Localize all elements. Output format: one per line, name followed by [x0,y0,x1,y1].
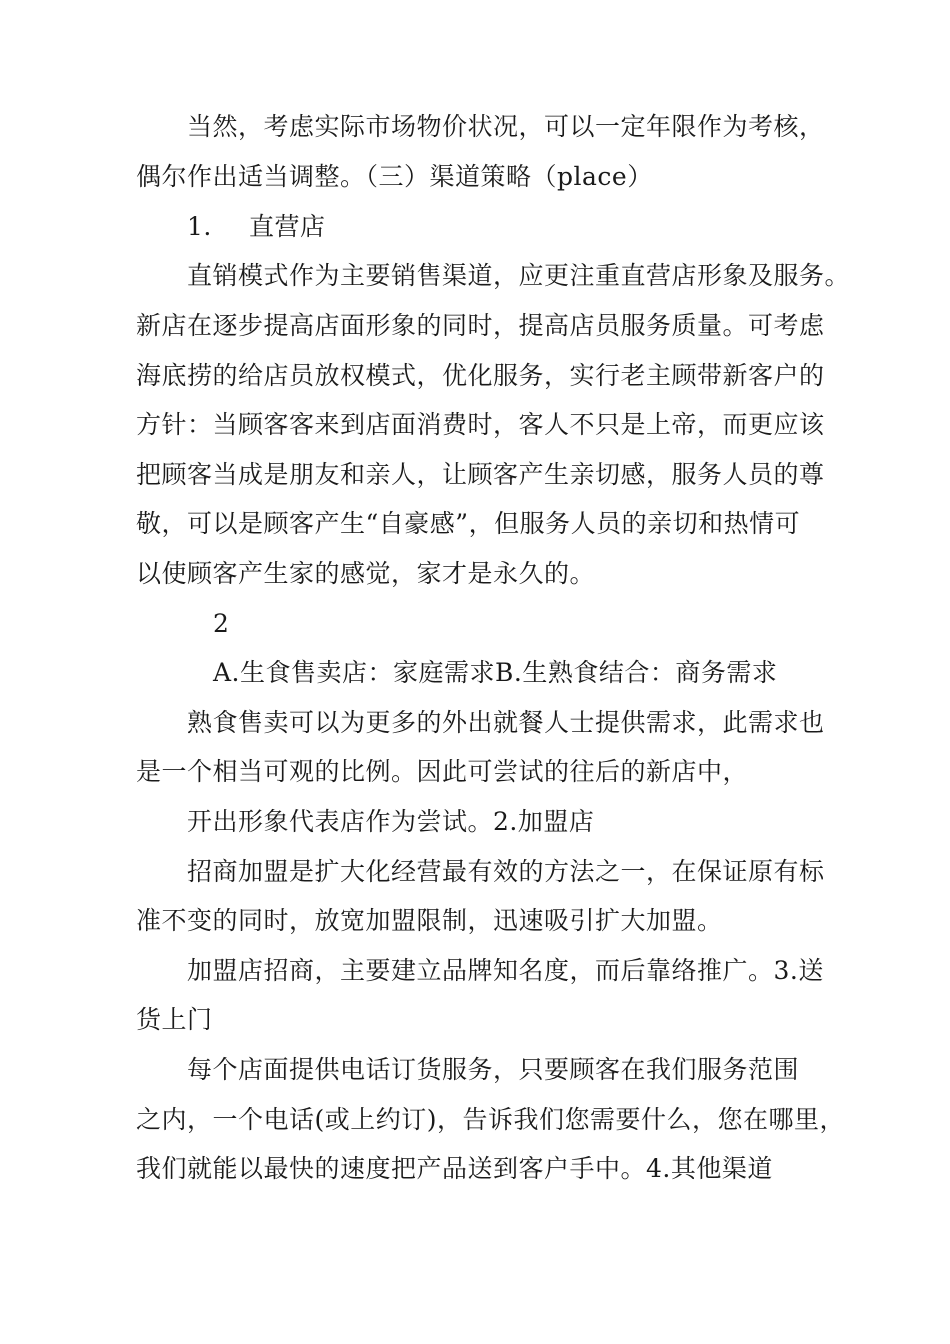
paragraph-line: 敬，可以是顾客产生“自豪感”，但服务人员的亲切和热情可 [136,509,801,538]
heading-number: 1. [187,212,212,241]
paragraph-line: 新店在逐步提高店面形象的同时，提高店员服务质量。可考虑 [136,311,825,340]
paragraph-line: 加盟店招商，主要建立品牌知名度，而后靠络推广。3.送 [187,956,824,985]
paragraph-line: 把顾客当成是朋友和亲人，让顾客产生亲切感，服务人员的尊 [136,460,825,489]
paragraph-line: 我们就能以最快的速度把产品送到客户手中。4.其他渠道 [136,1154,773,1183]
paragraph-line: 以使顾客产生家的感觉，家才是永久的。 [136,559,596,588]
paragraph-line: 当然，考虑实际市场物价状况，可以一定年限作为考核， [187,112,825,141]
paragraph-line: 海底捞的给店员放权模式，优化服务，实行老主顾带新客户的 [136,361,825,390]
paragraph-line: 开出形象代表店作为尝试。2.加盟店 [187,807,595,836]
paragraph-line: 熟食售卖可以为更多的外出就餐人士提供需求，此需求也 [187,708,825,737]
paragraph-line: 每个店面提供电话订货服务，只要顾客在我们服务范围 [187,1055,800,1084]
paragraph-line: 招商加盟是扩大化经营最有效的方法之一，在保证原有标 [187,857,825,886]
heading-title: 直营店 [249,212,326,241]
section-heading [187,210,326,244]
paragraph-line: 偶尔作出适当调整。（三）渠道策略（place） [136,162,653,191]
list-number: 2 [213,609,230,638]
paragraph-line: 货上门 [136,1005,213,1034]
paragraph-line: A.生食售卖店：家庭需求B.生熟食结合：商务需求 [213,658,778,687]
paragraph-line: 方针：当顾客客来到店面消费时，客人不只是上帝，而更应该 [136,410,825,439]
paragraph-line: 之内，一个电话(或上约订)，告诉我们您需要什么，您在哪里， [136,1105,846,1134]
paragraph-line: 准不变的同时，放宽加盟限制，迅速吸引扩大加盟。 [136,906,723,935]
paragraph-line: 直销模式作为主要销售渠道，应更注重直营店形象及服务。 [187,261,851,290]
paragraph-line: 是一个相当可观的比例。因此可尝试的往后的新店中， [136,757,749,786]
